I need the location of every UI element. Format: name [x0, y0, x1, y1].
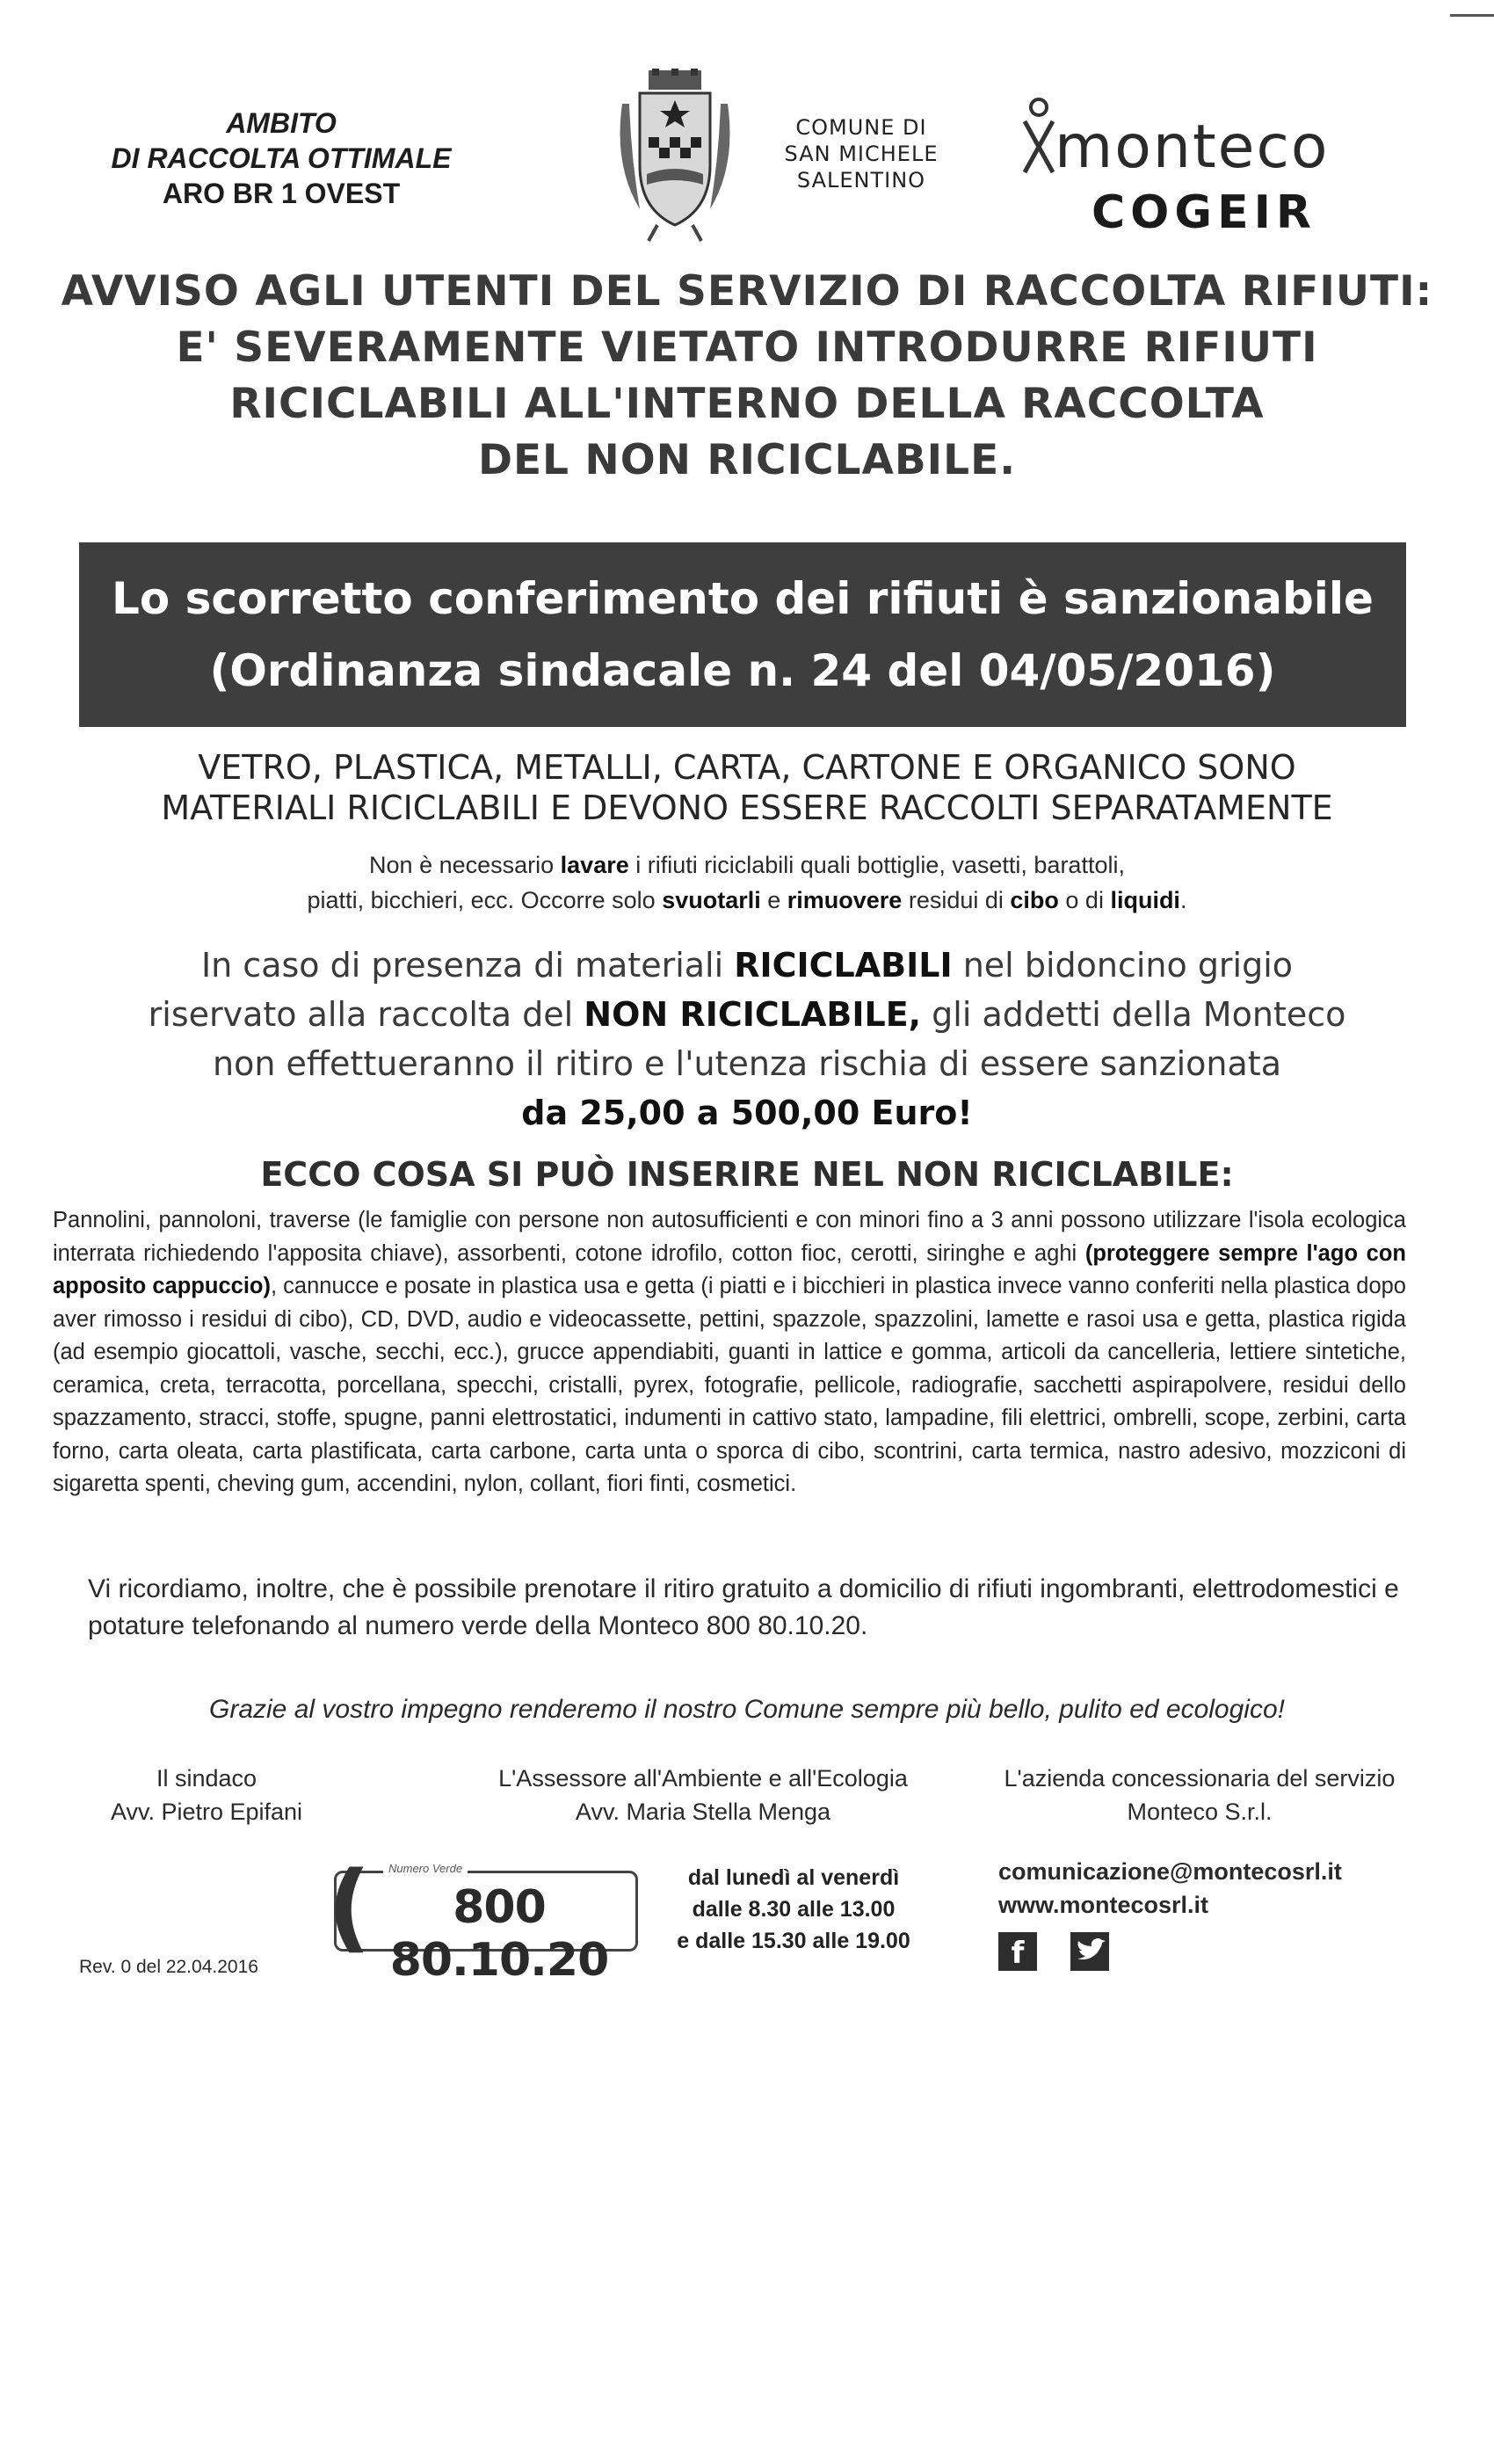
- phone-bracket-icon: (: [327, 1850, 372, 1963]
- sanction-banner: [79, 542, 1406, 727]
- aro-line-1: AMBITO: [226, 107, 337, 139]
- warning-line-2: riservato alla raccolta del NON RICICLABILE, gli addetti della Monteco: [148, 995, 1346, 1034]
- page-edge-mark: [1450, 14, 1494, 17]
- bulky-waste-reminder: Vi ricordiamo, inoltre, che è possibile prenotare il ritiro gratuito a domicilio di rifiuti ingombranti, elettrodomestici e potature telefonando al numero verde della Monteco 800 80.10.20.: [88, 1574, 1399, 1640]
- title-line-2: E' SEVERAMENTE VIETATO INTRODURRE RIFIUTI: [176, 323, 1318, 372]
- recyclable-materials: [62, 747, 1432, 828]
- allowed-items-list: Pannolini, pannoloni, traverse (le famiglie con persone non autosufficienti e con minori fino a 3 anni possono utilizzare l'isola ecologica interrata richiedendo l'apposita chiave), assorbenti, cotone idrofilo, cotton fioc, cerotti, siringhe e aghi (proteggere sempre l'ago con apposito cappuccio), cannucce e posate in plastica usa e getta (i piatti e i bicchieri in plastica invece vanno conferiti nella plastica dopo aver rimosso i residui di cibo), CD, DVD, audio e videocassette, pettini, spazzole, spazzolini, lamette e rasoi usa e getta, plastica rigida (ad esempio giocattoli, vasche, secchi, ecc.), grucce appendiabiti, guanti in lattice e gomma, articoli da cancelleria, lettiere sintetiche, ceramica, creta, terracotta, porcellana, specchi, cristalli, pyrex, fotografie, pellicole, radiografie, sacchetti aspirapolvere, residui dello spazzamento, stracci, stoffe, spugne, panni elettrostatici, indumenti in cattivo stato, lampadine, fili elettrici, ombrelli, scope, zerbini, carta forno, carta oleata, carta plastificata, carta carbone, carta unta o sporca di cibo, scontrini, carta termica, nastro adesivo, mozziconi di sigaretta spenti, cheving gum, accendini, nylon, collant, fiori finti, cosmetici.: [53, 1208, 1406, 1496]
- monteco-wordmark: monteco: [1055, 113, 1330, 182]
- monteco-cogeir-logo: [1019, 88, 1389, 246]
- banner-line-1: Lo scorretto conferimento dei rifiuti è sanzionabile: [112, 573, 1374, 624]
- signature-role: L'Assessore all'Ambiente e all'Ecologia: [498, 1765, 908, 1792]
- comune-line-3: SALENTINO: [796, 168, 926, 193]
- aro-line-3: ARO BR 1 OVEST: [162, 178, 401, 209]
- no-wash-note: [88, 847, 1406, 918]
- municipal-crest-icon: [605, 69, 745, 244]
- thanks-message: Grazie al vostro impegno renderemo il nostro Comune sempre più bello, pulito ed ecologico!: [209, 1695, 1285, 1724]
- title-line-1: AVVISO AGLI UTENTI DEL SERVIZIO DI RACCOLTA RIFIUTI:: [61, 267, 1433, 316]
- warning-line-1: In caso di presenza di materiali RICICLABILI nel bidoncino grigio: [200, 946, 1294, 985]
- notice-title: [35, 264, 1459, 489]
- numero-verde-caption: Numero Verde: [383, 1862, 468, 1875]
- signature-name: Avv. Maria Stella Menga: [575, 1799, 831, 1825]
- comune-line-2: SAN MICHELE: [784, 142, 939, 166]
- signature-name: Avv. Pietro Epifani: [110, 1799, 303, 1825]
- contact-email: comunicazione@montecosrl.it: [998, 1858, 1342, 1885]
- office-hours: [657, 1862, 930, 1957]
- revision-note: Rev. 0 del 22.04.2016: [79, 1957, 258, 1977]
- cogeir-wordmark: COGEIR: [1091, 186, 1316, 239]
- banner-line-2: (Ordinanza sindacale n. 24 del 04/05/2016): [209, 645, 1276, 696]
- comune-line-1: COMUNE DI: [795, 115, 927, 140]
- materials-line-2: MATERIALI RICICLABILI E DEVONO ESSERE RACCOLTI SEPARATAMENTE: [161, 789, 1333, 827]
- fine-amount: da 25,00 a 500,00 Euro!: [521, 1094, 973, 1132]
- twitter-icon: [1070, 1932, 1109, 1971]
- contact-info: [998, 1855, 1420, 1922]
- numero-verde-number: 800 80.10.20: [389, 1881, 609, 1987]
- signature-role: L'azienda concessionaria del servizio: [1004, 1765, 1396, 1792]
- comune-header: [773, 114, 949, 193]
- no-wash-line-1: Non è necessario lavare i rifiuti riciclabili quali bottiglie, vasetti, barattoli,: [369, 852, 1125, 878]
- facebook-icon: f: [998, 1932, 1037, 1971]
- aro-line-2: DI RACCOLTA OTTIMALE: [111, 142, 452, 174]
- numero-verde-badge: [327, 1850, 650, 1987]
- materials-line-1: VETRO, PLASTICA, METALLI, CARTA, CARTONE E ORGANICO SONO: [198, 748, 1296, 787]
- signature-company: [975, 1762, 1424, 1828]
- signature-assessor: [475, 1762, 932, 1828]
- social-icons: [998, 1927, 1139, 1980]
- aro-header: [97, 105, 466, 211]
- title-line-3: RICICLABILI ALL'INTERNO DELLA RACCOLTA: [229, 380, 1265, 428]
- title-line-4: DEL NON RICICLABILE.: [477, 436, 1017, 484]
- signature-role: Il sindaco: [156, 1765, 257, 1792]
- hours-line-2: dalle 8.30 alle 13.00: [692, 1897, 896, 1922]
- signature-name: Monteco S.r.l.: [1127, 1799, 1273, 1825]
- hours-line-3: e dalle 15.30 alle 19.00: [677, 1929, 910, 1953]
- contact-website: www.montecosrl.it: [998, 1892, 1209, 1918]
- collection-warning: [62, 941, 1432, 1138]
- monteco-figure-icon: [1021, 95, 1056, 174]
- warning-line-3: non effettueranno il ritiro e l'utenza rischia di essere sanzionata: [213, 1044, 1281, 1083]
- allowed-items-heading: ECCO COSA SI PUÒ INSERIRE NEL NON RICICLABILE:: [260, 1155, 1234, 1194]
- hours-line-1: dal lunedì al venerdì: [687, 1865, 900, 1890]
- signature-mayor: [62, 1762, 352, 1828]
- no-wash-line-2: piatti, bicchieri, ecc. Occorre solo svuotarli e rimuovere residui di cibo o di liquidi.: [307, 887, 1187, 913]
